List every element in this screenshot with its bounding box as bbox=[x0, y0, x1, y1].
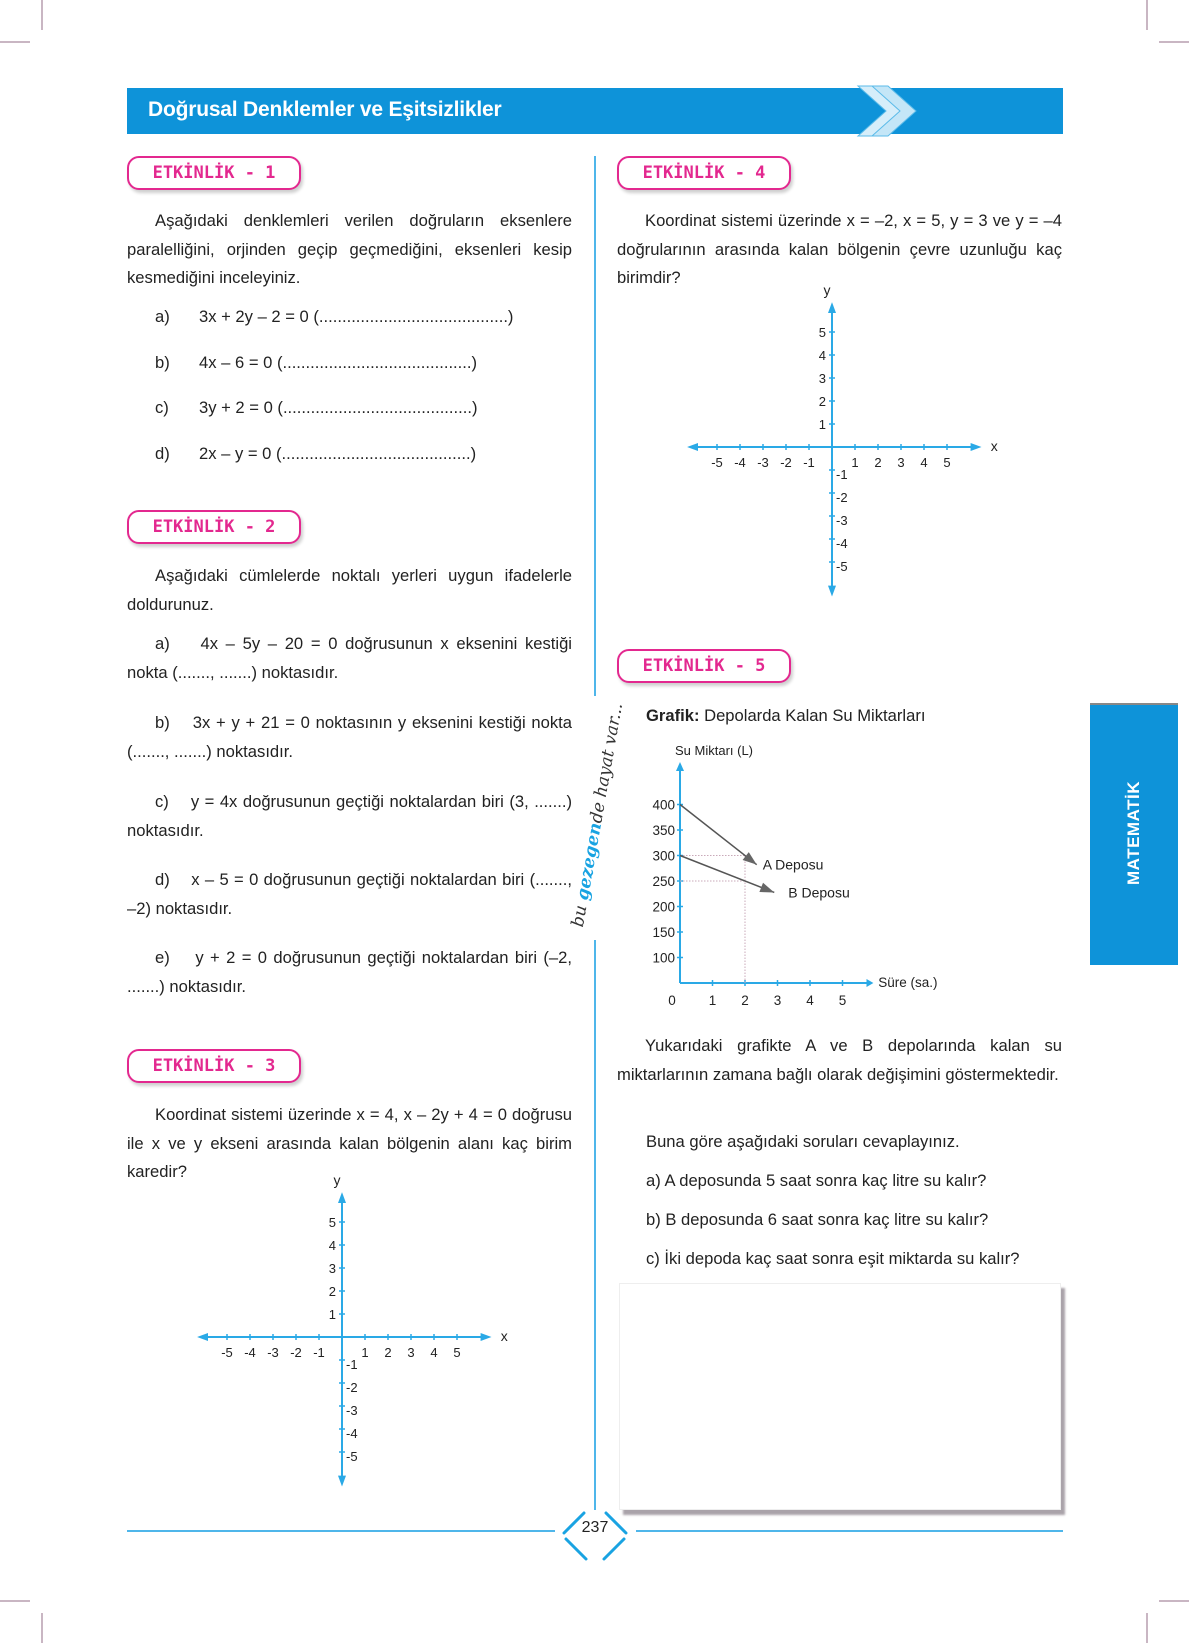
x-tick-label: 3 bbox=[773, 993, 782, 1008]
y-axis-arrow-down bbox=[338, 1476, 346, 1487]
graph-title: Grafik: Depolarda Kalan Su Miktarları bbox=[646, 706, 926, 725]
x-tick-label: 2 bbox=[384, 1345, 392, 1360]
y-tick-label: 3 bbox=[328, 1261, 336, 1276]
x-axis-arrow bbox=[867, 979, 874, 987]
x-axis-arrow-right bbox=[481, 1333, 492, 1341]
x-tick-label: -2 bbox=[780, 455, 792, 470]
y-tick-label: 100 bbox=[652, 950, 675, 966]
x-axis-arrow-left bbox=[687, 443, 698, 451]
activity-2-item: c) y = 4x doğrusunun geçtiği noktalardan biri (3, .......) noktasıdır. bbox=[127, 792, 572, 840]
x-axis-title: Süre (sa.) bbox=[878, 975, 938, 990]
y-tick-label: 1 bbox=[328, 1307, 336, 1322]
y-tick-label: -2 bbox=[836, 490, 848, 505]
y-tick-label: 150 bbox=[652, 925, 675, 940]
y-tick-label: 350 bbox=[652, 823, 675, 838]
x-axis-label: x bbox=[500, 1328, 508, 1344]
activity-5-question-c: c) İki depoda kaç saat sonra eşit miktarda su kalır? bbox=[646, 1249, 1020, 1268]
y-axis-arrow bbox=[676, 762, 684, 771]
y-axis-arrow-up bbox=[828, 302, 836, 313]
y-tick-label: -3 bbox=[836, 513, 848, 528]
y-tick-label: -4 bbox=[346, 1426, 358, 1441]
x-tick-label: 2 bbox=[874, 455, 882, 470]
y-tick-label: 5 bbox=[818, 325, 826, 340]
series-label-b: B Deposu bbox=[788, 884, 850, 901]
y-tick-label: 5 bbox=[328, 1215, 336, 1230]
x-tick-label: 5 bbox=[943, 455, 951, 470]
y-tick-label: -4 bbox=[836, 536, 848, 551]
x-tick-label: 2 bbox=[741, 993, 749, 1008]
x-tick-label: -5 bbox=[221, 1345, 233, 1360]
activity-3-intro: Koordinat sistemi üzerinde x = 4, x – 2y + 4 = 0 doğrusu ile x ve y ekseni arasında kalan bölgenin alanı kaç birim karedir? bbox=[127, 1105, 572, 1181]
y-tick-label: 4 bbox=[818, 348, 826, 363]
activity-5-description: Yukarıdaki grafikte A ve B depolarında kalan su miktarlarının zamana bağlı olarak değişimini göstermektedir. bbox=[617, 1036, 1062, 1084]
footer-line bbox=[127, 1530, 555, 1532]
series-line-b bbox=[680, 856, 774, 893]
chapter-title: Doğrusal Denklemler ve Eşitsizlikler bbox=[148, 98, 502, 121]
x-tick-label: 5 bbox=[838, 993, 847, 1008]
x-tick-label: -4 bbox=[734, 455, 746, 470]
x-axis-arrow-left bbox=[197, 1333, 208, 1341]
activity-2-item: a) 4x – 5y – 20 = 0 doğrusunun x eksenini kestiği nokta (......., .......) noktasıdır. bbox=[127, 634, 572, 682]
activity-badge-2: ETKİNLİK - 2 bbox=[127, 510, 301, 544]
water-chart bbox=[640, 740, 970, 1010]
column-divider bbox=[594, 156, 596, 696]
y-tick-label: 2 bbox=[328, 1284, 336, 1299]
activity-1-item: c) 3y + 2 = 0 (.........................................) bbox=[155, 398, 478, 417]
x-tick-label: -3 bbox=[757, 455, 769, 470]
coordinate-plane-4 bbox=[690, 282, 1010, 620]
crop-mark bbox=[1159, 1600, 1189, 1602]
activity-badge-3: ETKİNLİK - 3 bbox=[127, 1049, 301, 1083]
x-tick-label: -3 bbox=[267, 1345, 279, 1360]
y-tick-label: -1 bbox=[346, 1357, 358, 1372]
y-tick-label: -5 bbox=[346, 1449, 358, 1464]
subject-tab-label: MATEMATİK bbox=[1124, 781, 1143, 885]
x-tick-label: 4 bbox=[430, 1345, 438, 1360]
series-label-a: A Deposu bbox=[762, 856, 824, 873]
activity-1-intro: Aşağıdaki denklemleri verilen doğruların eksenlere paralelliğini, orjinden geçip geçmediğini, eksenleri kesip kesmediğini inceleyiniz. bbox=[127, 211, 572, 287]
series-arrow-b bbox=[759, 883, 774, 893]
y-tick-label: 1 bbox=[818, 417, 826, 432]
y-axis-label: y bbox=[823, 282, 831, 299]
y-tick-label: -1 bbox=[836, 467, 848, 482]
crop-mark bbox=[41, 0, 43, 30]
y-tick-label: 3 bbox=[818, 371, 826, 386]
footer-line bbox=[636, 1530, 1063, 1532]
activity-1-item: b) 4x – 6 = 0 (.........................................) bbox=[155, 353, 478, 372]
y-tick-label: 250 bbox=[652, 874, 675, 889]
x-tick-label: 4 bbox=[806, 993, 814, 1008]
crop-mark bbox=[0, 41, 30, 43]
x-tick-label: -5 bbox=[711, 455, 723, 470]
x-axis-arrow-right bbox=[971, 443, 982, 451]
activity-badge-4: ETKİNLİK - 4 bbox=[617, 156, 791, 190]
coordinate-plane-3 bbox=[200, 1172, 520, 1510]
y-tick-label: -3 bbox=[346, 1403, 358, 1418]
activity-4-intro: Koordinat sistemi üzerinde x = –2, x = 5, y = 3 ve y = –4 doğrularının arasında kalan bölgenin çevre uzunluğu kaç birimdir? bbox=[617, 211, 1062, 287]
activity-2-item: e) y + 2 = 0 doğrusunun geçtiği noktalardan biri (–2, .......) noktasıdır. bbox=[127, 948, 572, 996]
page-number: 237 bbox=[581, 1519, 609, 1536]
x-tick-label: -1 bbox=[313, 1345, 325, 1360]
y-tick-label: 400 bbox=[652, 797, 675, 813]
activity-badge-5: ETKİNLİK - 5 bbox=[617, 649, 791, 683]
crop-mark bbox=[0, 1600, 30, 1602]
x-tick-label: 4 bbox=[920, 455, 928, 470]
x-tick-label: -1 bbox=[803, 455, 815, 470]
y-axis-title: Su Miktarı (L) bbox=[675, 743, 754, 758]
activity-badge-1: ETKİNLİK - 1 bbox=[127, 156, 301, 190]
subject-tab-label-wrap bbox=[1090, 703, 1178, 963]
activity-5-question-a: a) A deposunda 5 saat sonra kaç litre su kalır? bbox=[646, 1171, 987, 1190]
x-tick-label: -4 bbox=[244, 1345, 256, 1360]
x-tick-label: 3 bbox=[897, 455, 905, 470]
activity-2-item: b) 3x + y + 21 = 0 noktasının y eksenini kestiği nokta (......., .......) noktasıdır. bbox=[127, 713, 572, 761]
crop-mark bbox=[1146, 0, 1148, 30]
x-axis-label: x bbox=[990, 438, 998, 454]
x-tick-label: 5 bbox=[453, 1345, 461, 1360]
activity-2-item: d) x – 5 = 0 doğrusunun geçtiği noktalardan biri (......., –2) noktasıdır. bbox=[127, 870, 572, 918]
answer-box[interactable] bbox=[619, 1283, 1061, 1510]
column-divider bbox=[594, 940, 596, 1510]
crop-mark bbox=[1159, 41, 1189, 43]
activity-1-item: d) 2x – y = 0 (.........................................) bbox=[155, 444, 477, 463]
y-axis-arrow-up bbox=[338, 1192, 346, 1203]
y-tick-label: 300 bbox=[652, 848, 675, 864]
activity-1-item: a) 3x + 2y – 2 = 0 (.........................................) bbox=[155, 307, 514, 326]
x-tick-label: 1 bbox=[851, 455, 859, 470]
slogan-script: bu gezegende hayat var... bbox=[568, 701, 628, 929]
y-axis-label: y bbox=[333, 1172, 341, 1189]
chevron-right-icon bbox=[858, 84, 918, 138]
y-axis-arrow-down bbox=[828, 586, 836, 597]
y-tick-label: 2 bbox=[818, 394, 826, 409]
crop-mark bbox=[41, 1613, 43, 1643]
y-tick-label: 4 bbox=[328, 1238, 336, 1253]
y-tick-label: -5 bbox=[836, 559, 848, 574]
x-tick-label: 1 bbox=[708, 993, 717, 1008]
activity-5-question-b: b) B deposunda 6 saat sonra kaç litre su kalır? bbox=[646, 1210, 989, 1229]
x-tick-label: -2 bbox=[290, 1345, 302, 1360]
activity-5-prompt: Buna göre aşağıdaki soruları cevaplayınız. bbox=[646, 1132, 960, 1151]
x-tick-label: 3 bbox=[407, 1345, 415, 1360]
activity-2-intro: Aşağıdaki cümlelerde noktalı yerleri uygun ifadelerle doldurunuz. bbox=[127, 566, 572, 614]
series-line-a bbox=[680, 805, 757, 865]
x-tick-label: 1 bbox=[361, 1345, 369, 1360]
x-tick-label: 0 bbox=[668, 993, 676, 1008]
y-tick-label: 200 bbox=[652, 899, 675, 915]
y-tick-label: -2 bbox=[346, 1380, 358, 1395]
crop-mark bbox=[1146, 1613, 1148, 1643]
